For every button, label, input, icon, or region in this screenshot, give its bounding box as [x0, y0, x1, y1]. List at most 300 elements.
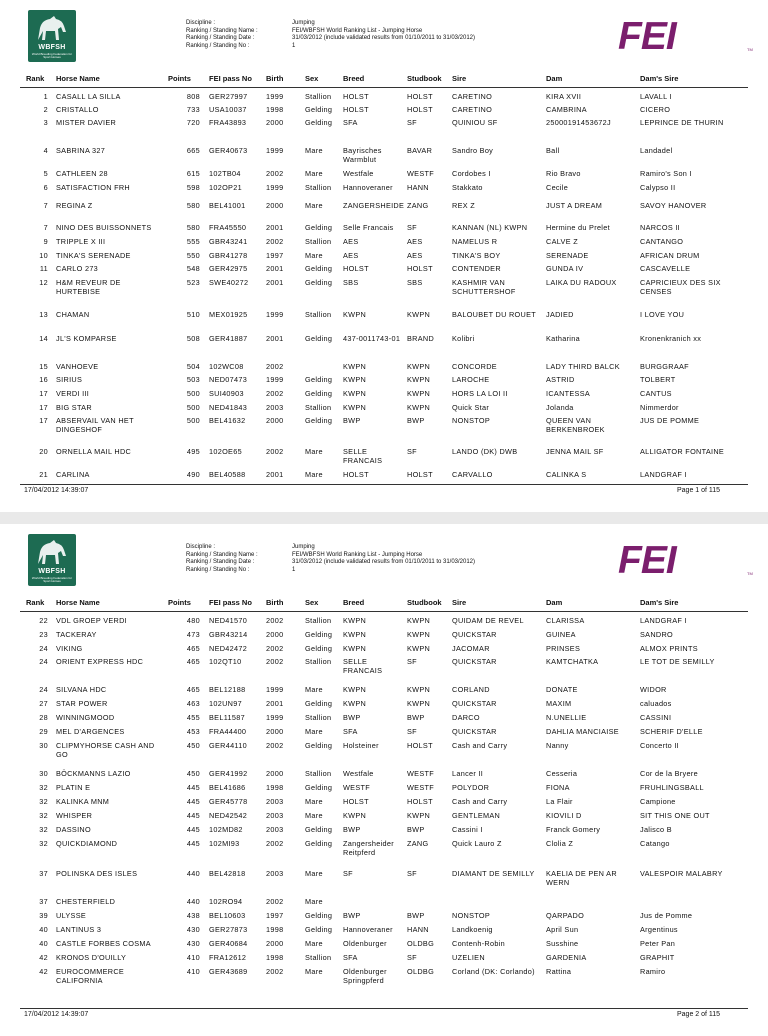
cell-horse-name: NINO DES BUISSONNETS: [56, 223, 152, 232]
cell-sex: Mare: [305, 201, 323, 210]
cell-points: 550: [186, 251, 200, 260]
cell-sire: REX Z: [452, 201, 475, 210]
cell-rank: 1: [43, 92, 48, 101]
cell-points: 440: [186, 897, 200, 906]
cell-breed: Holsteiner: [343, 741, 379, 750]
cell-dam: QUEEN VAN BERKENBROEK: [546, 416, 605, 434]
cell-sire: KANNAN (NL) KWPN: [452, 223, 528, 232]
cell-points: 410: [186, 967, 200, 976]
cell-rank: 12: [39, 278, 48, 287]
cell-fei-pass-no: BEL12188: [209, 685, 246, 694]
cell-sire: DIAMANT DE SEMILLY: [452, 869, 535, 878]
cell-studbook: BAVAR: [407, 146, 433, 155]
cell-horse-name: SABRINA 327: [56, 146, 106, 155]
col-sex-header: Sex: [305, 598, 319, 607]
cell-sire: Cash and Carry: [452, 797, 508, 806]
horse-icon: [34, 14, 70, 42]
cell-birth: 2002: [266, 741, 284, 750]
cell-points: 615: [186, 169, 200, 178]
cell-sire: KASHMIR VAN SCHUTTERSHOF: [452, 278, 516, 296]
cell-breed: HOLST: [343, 264, 369, 273]
cell-sire: Landkoenig: [452, 925, 493, 934]
cell-birth: 2000: [266, 769, 284, 778]
cell-horse-name: VIKING: [56, 644, 83, 653]
cell-dam: Nanny: [546, 741, 569, 750]
col-damsire-header: Dam's Sire: [640, 74, 679, 83]
cell-breed: KWPN: [343, 362, 367, 371]
cell-sex: Mare: [305, 470, 323, 479]
footer-date: 17/04/2012 14:39:07: [24, 487, 89, 494]
logo-text: WBFSH: [38, 568, 66, 575]
cell-studbook: KWPN: [407, 644, 431, 653]
cell-sire: CONCORDE: [452, 362, 497, 371]
cell-sex: Mare: [305, 685, 323, 694]
cell-fei-pass-no: FRA43893: [209, 118, 247, 127]
cell-breed: BWP: [343, 911, 361, 920]
cell-studbook: KWPN: [407, 811, 431, 820]
cell-dams-sire: Landadel: [640, 146, 673, 155]
cell-points: 555: [186, 237, 200, 246]
col-rank-header: Rank: [26, 74, 45, 83]
cell-dam: CALVE Z: [546, 237, 578, 246]
logo-text: WBFSH: [38, 44, 66, 51]
cell-breed: HOLST: [343, 470, 369, 479]
cell-fei-pass-no: BEL42818: [209, 869, 246, 878]
cell-rank: 32: [39, 839, 48, 848]
cell-horse-name: CHAMAN: [56, 310, 90, 319]
cell-sex: Gelding: [305, 741, 333, 750]
cell-sire: Cassini I: [452, 825, 483, 834]
cell-dams-sire: SANDRO: [640, 630, 674, 639]
cell-birth: 2000: [266, 118, 284, 127]
cell-fei-pass-no: GER45778: [209, 797, 248, 806]
cell-dam: CALINKA S: [546, 470, 587, 479]
cell-horse-name: H&M REVEUR DE HURTEBISE: [56, 278, 121, 296]
cell-birth: 2001: [266, 334, 284, 343]
cell-sex: Gelding: [305, 278, 333, 287]
cell-fei-pass-no: GER41887: [209, 334, 248, 343]
cell-dams-sire: CANTUS: [640, 389, 672, 398]
cell-points: 410: [186, 953, 200, 962]
cell-dams-sire: LANDGRAF I: [640, 616, 687, 625]
cell-dams-sire: ALLIGATOR FONTAINE: [640, 447, 725, 456]
cell-sex: Mare: [305, 169, 323, 178]
cell-fei-pass-no: 102OE65: [209, 447, 242, 456]
cell-dam: KIOVILI D: [546, 811, 582, 820]
cell-studbook: HOLST: [407, 741, 433, 750]
cell-dam: DONATE: [546, 685, 578, 694]
cell-fei-pass-no: GBR43214: [209, 630, 248, 639]
cell-studbook: AES: [407, 251, 423, 260]
cell-birth: 2003: [266, 825, 284, 834]
cell-dam: 25000191453672J: [546, 118, 611, 127]
cell-sire: CONTENDER: [452, 264, 501, 273]
cell-breed: AES: [343, 251, 359, 260]
cell-studbook: KWPN: [407, 685, 431, 694]
cell-fei-pass-no: BEL41001: [209, 201, 246, 210]
cell-sex: Mare: [305, 869, 323, 878]
cell-points: 500: [186, 416, 200, 425]
cell-birth: 2002: [266, 839, 284, 848]
cell-points: 510: [186, 310, 200, 319]
cell-sex: Stallion: [305, 657, 332, 666]
cell-breed: Selle Francais: [343, 223, 394, 232]
cell-sex: Stallion: [305, 403, 332, 412]
cell-fei-pass-no: GER42975: [209, 264, 248, 273]
cell-dam: QARPADO: [546, 911, 585, 920]
cell-breed: KWPN: [343, 699, 367, 708]
cell-sex: Gelding: [305, 223, 333, 232]
cell-rank: 37: [39, 897, 48, 906]
cell-studbook: WESTF: [407, 783, 435, 792]
cell-sire: Corland (DK: Corlando): [452, 967, 535, 976]
cell-sex: Gelding: [305, 911, 333, 920]
cell-points: 720: [186, 118, 200, 127]
cell-dams-sire: Catango: [640, 839, 670, 848]
cell-horse-name: BÖCKMANNS LAZIO: [56, 769, 131, 778]
cell-horse-name: ULYSSE: [56, 911, 87, 920]
cell-rank: 42: [39, 967, 48, 976]
cell-fei-pass-no: 102MI93: [209, 839, 240, 848]
cell-sire: Sandro Boy: [452, 146, 494, 155]
cell-studbook: BWP: [407, 825, 425, 834]
cell-birth: 2001: [266, 699, 284, 708]
cell-sex: Gelding: [305, 925, 333, 934]
cell-dams-sire: VALESPOIR MALABRY: [640, 869, 723, 878]
cell-horse-name: CHESTERFIELD: [56, 897, 116, 906]
cell-dam: MAXIM: [546, 699, 572, 708]
cell-studbook: OLDBG: [407, 967, 435, 976]
header-divider: [20, 87, 748, 88]
cell-breed: Hannoveraner: [343, 925, 393, 934]
cell-points: 450: [186, 741, 200, 750]
cell-horse-name: KRONOS D'OUILLY: [56, 953, 127, 962]
cell-rank: 14: [39, 334, 48, 343]
cell-sire: CORLAND: [452, 685, 490, 694]
cell-studbook: BWP: [407, 416, 425, 425]
cell-dam: Rio Bravo: [546, 169, 581, 178]
cell-fei-pass-no: 102MD82: [209, 825, 243, 834]
cell-dams-sire: Jalisco B: [640, 825, 672, 834]
cell-sire: NONSTOP: [452, 911, 491, 920]
cell-breed: KWPN: [343, 616, 367, 625]
col-studbook-header: Studbook: [407, 74, 442, 83]
col-points-header: Points: [168, 74, 191, 83]
cell-points: 445: [186, 783, 200, 792]
cell-sex: Mare: [305, 897, 323, 906]
cell-rank: 32: [39, 783, 48, 792]
cell-sex: Stallion: [305, 953, 332, 962]
cell-rank: 28: [39, 713, 48, 722]
cell-dams-sire: SAVOY HANOVER: [640, 201, 707, 210]
cell-dams-sire: Argentinus: [640, 925, 678, 934]
cell-points: 445: [186, 839, 200, 848]
col-points-header: Points: [168, 598, 191, 607]
cell-sire: LANDO (DK) DWB: [452, 447, 518, 456]
cell-studbook: HOLST: [407, 470, 433, 479]
cell-rank: 20: [39, 447, 48, 456]
col-name-header: Horse Name: [56, 598, 100, 607]
cell-dam: FIONA: [546, 783, 570, 792]
cell-sire: Contenh-Robin: [452, 939, 505, 948]
cell-birth: 1997: [266, 251, 284, 260]
cell-sex: Gelding: [305, 105, 333, 114]
cell-horse-name: ORNELLA MAIL HDC: [56, 447, 132, 456]
cell-dam: SERENADE: [546, 251, 589, 260]
cell-points: 430: [186, 939, 200, 948]
cell-studbook: BWP: [407, 911, 425, 920]
cell-studbook: WESTF: [407, 769, 435, 778]
cell-studbook: SF: [407, 727, 417, 736]
cell-sex: Mare: [305, 447, 323, 456]
cell-sire: LAROCHE: [452, 375, 490, 384]
cell-sex: Stallion: [305, 237, 332, 246]
cell-horse-name: LANTINUS 3: [56, 925, 102, 934]
cell-fei-pass-no: NED42542: [209, 811, 248, 820]
cell-sire: QUICKSTAR: [452, 699, 497, 708]
cell-breed: BWP: [343, 416, 361, 425]
cell-horse-name: POLINSKA DES ISLES: [56, 869, 138, 878]
cell-horse-name: WHISPER: [56, 811, 93, 820]
col-name-header: Horse Name: [56, 74, 100, 83]
cell-dam: ASTRID: [546, 375, 575, 384]
cell-fei-pass-no: FRA44400: [209, 727, 247, 736]
cell-sire: QUICKSTAR: [452, 630, 497, 639]
cell-studbook: SF: [407, 869, 417, 878]
cell-birth: 2001: [266, 470, 284, 479]
cell-breed: AES: [343, 237, 359, 246]
cell-dams-sire: SCHERIF D'ELLE: [640, 727, 703, 736]
cell-points: 500: [186, 403, 200, 412]
cell-fei-pass-no: BEL41686: [209, 783, 246, 792]
cell-dams-sire: FRUHLINGSBALL: [640, 783, 704, 792]
cell-fei-pass-no: GER41992: [209, 769, 248, 778]
cell-sire: TINKA'S BOY: [452, 251, 501, 260]
col-rank-header: Rank: [26, 598, 45, 607]
cell-points: 504: [186, 362, 200, 371]
cell-rank: 10: [39, 251, 48, 260]
footer-page-number: Page 2 of 115: [677, 1011, 721, 1018]
col-studbook-header: Studbook: [407, 598, 442, 607]
cell-fei-pass-no: 102WC08: [209, 362, 244, 371]
cell-dam: Jolanda: [546, 403, 574, 412]
cell-horse-name: ORIENT EXPRESS HDC: [56, 657, 144, 666]
cell-sex: Stallion: [305, 616, 332, 625]
cell-fei-pass-no: SWE40272: [209, 278, 249, 287]
cell-points: 580: [186, 201, 200, 210]
cell-studbook: HANN: [407, 925, 429, 934]
report-page-2: WBFSH World Breeding Federation for Sport Horses Discipline : Jumping Ranking / Standing Name : FEI/WBFSH World Ranking List - Jumping Horse Ranking / Standing Date : 31/03/2012 (include validated results from 01/10/2011 to 31/03/2012) Ranking / Standing No : 1 FEI TM Rank Horse Name Points FEI pass No Birth Sex Breed Studbook Sire Dam Dam's Sire 22 VDL GROEP VERDI 480 NED41570 2002 Stallion KWPN KWPN QUIDAM DE REVEL CLARISSA LANDGRAF I 23 TACKERAY 473 GBR43214 2000 Gelding KWPN KWPN QUICKSTAR GUINEA SANDRO 24 VIKING 465 NED42472 2002 Gelding KWPN KWPN JACOMAR PRINSES ALMOX PRINTS 24 ORIENT EXPRESS HDC 465 102QT10 2002 Stallion SELLE FRANCAIS SF QUICKSTAR KAMTCHATKA LE TOT DE SEMILLY 24 SILVANA HDC 465 BEL12188 1999 Mare KWPN KWPN CORLAND DONATE WIDOR 27 STAR POWER 463 102UN97 2001 Gelding KWPN KWPN QUICKSTAR MAXIM caluados 28 WINNINGMOOD 455 BEL11587 1999 Stallion BWP BWP DARCO N.UNELLIE CASSINI 29 MEL D'ARGENCES 453 FRA44400 2000 Mare SFA SF QUICKSTAR DAHLIA MANCIAISE SCHERIF D'ELLE 30 CLIPMYHORSE CASH AND GO 450 GER44110 2002 Gelding Holsteiner HOLST Cash and Carry Nanny Concerto II 30 BÖCKMANNS LAZIO 450 GER41992 2000 Stallion Westfale WESTF Lancer II Cesseria Cor de la Bryere 32 PLATIN E 445 BEL41686 1998 Gelding WESTF WESTF POLYDOR FIONA FRUHLINGSBALL 32 KALINKA MNM 445 GER45778 2003 Mare HOLST HOLST Cash and Carry La Flair Campione 32 WHISPER 445 NED42542 2003 Mare KWPN KWPN GENTLEMAN KIOVILI D SIT THIS ONE OUT 32 DASSINO 445 102MD82 2003 Gelding BWP BWP Cassini I Franck Gomery Jalisco B 32 QUICKDIAMOND 445 102MI93 2002 Gelding Zangersheider Reitpferd ZANG Quick Lauro Z Clolia Z Catango 37 POLINSKA DES ISLES 440 BEL42818 2003 Mare SF SF DIAMANT DE SEMILLY KAELIA DE PEN AR WERN VALESPOIR MALABRY 37 CHESTERFIELD 440 102RO94 2002 Mare 39 ULYSSE 438 BEL10603 1997 Gelding BWP BWP NONSTOP QARPADO Jus de Pomme 40 LANTINUS 3 430 GER27873 1998 Gelding Hannoveraner HANN Landkoenig April Sun Argentinus 40 CASTLE FORBES COSMA 430 GER40684 2000 Mare Oldenburger OLDBG Contenh-Robin Susshine Peter Pan 42 KRONOS D'OUILLY 410 FRA12612 1998 Stallion SFA SF UZELIEN GARDENIA GRAPHIT 42 EUROCOMMERCE CALIFORNIA 410 GER43689 2002 Mare Oldenburger Springpferd OLDBG Corland (DK: Corlando) Rattina Ramiro 17/04/2012 14:39:07 Page 2 of 115: [0, 524, 768, 1036]
cell-birth: 2000: [266, 201, 284, 210]
cell-points: 463: [186, 699, 200, 708]
report-page-1: WBFSH World Breeding Federation for Sport Horses Discipline : Jumping Ranking / Standing Name : FEI/WBFSH World Ranking List - Jumping Horse Ranking / Standing Date : 31/03/2012 (include validated results from 01/10/2011 to 31/03/2012) Ranking / Standing No : 1 FEI TM Rank Horse Name Points FEI pass No Birth Sex Breed Studbook Sire Dam Dam's Sire 1 CASALL LA SILLA 808 GER27997 1999 Stallion HOLST HOLST CARETINO KIRA XVII LAVALL I 2 CRISTALLO 733 USA10037 1998 Gelding HOLST HOLST CARETINO CAMBRINA CICERO 3 MISTER DAVIER 720 FRA43893 2000 Gelding SFA SF QUINIOU SF 25000191453672J LEPRINCE DE THURIN 4 SABRINA 327 665 GER40673 1999 Mare Bayrisches Warmblut BAVAR Sandro Boy Ball Landadel 5 CATHLEEN 28 615 102TB04 2002 Mare Westfale WESTF Cordobes I Rio Bravo Ramiro's Son I 6 SATISFACTION FRH 598 102OP21 1999 Stallion Hannoveraner HANN Stakkato Cecile Calypso II 7 REGINA Z 580 BEL41001 2000 Mare ZANGERSHEIDE ZANG REX Z JUST A DREAM SAVOY HANOVER 7 NINO DES BUISSONNETS 580 FRA45550 2001 Gelding Selle Francais SF KANNAN (NL) KWPN Hermine du Prelet NARCOS II 9 TRIPPLE X III 555 GBR43241 2002 Stallion AES AES NAMELUS R CALVE Z CANTANGO 10 TINKA'S SERENADE 550 GBR41278 1997 Mare AES AES TINKA'S BOY SERENADE AFRICAN DRUM 11 CARLO 273 548 GER42975 2001 Gelding HOLST HOLST CONTENDER GUNDA IV CASCAVELLE 12 H&M REVEUR DE HURTEBISE 523 SWE40272 2001 Gelding SBS SBS KASHMIR VAN SCHUTTERSHOF LAIKA DU RADOUX CAPRICIEUX DES SIX CENSES 13 CHAMAN 510 MEX01925 1999 Stallion KWPN KWPN BALOUBET DU ROUET JADIED I LOVE YOU 14 JL'S KOMPARSE 508 GER41887 2001 Gelding 437-0011743-01 BRAND Kolibri Katharina Kronenkranich xx 15 VANHOEVE 504 102WC08 2002 KWPN KWPN CONCORDE LADY THIRD BALCK BURGGRAAF 16 SIRIUS 503 NED07473 1999 Gelding KWPN KWPN LAROCHE ASTRID TOLBERT 17 VERDI III 500 SUI40903 2002 Gelding KWPN KWPN HORS LA LOI II ICANTESSA CANTUS 17 BIG STAR 500 NED41843 2003 Stallion KWPN KWPN Quick Star Jolanda Nimmerdor 17 ABSERVAIL VAN HET DINGESHOF 500 BEL41632 2000 Gelding BWP BWP NONSTOP QUEEN VAN BERKENBROEK JUS DE POMME 20 ORNELLA MAIL HDC 495 102OE65 2002 Mare SELLE FRANCAIS SF LANDO (DK) DWB JENNA MAIL SF ALLIGATOR FONTAINE 21 CARLINA 490 BEL40588 2001 Mare HOLST HOLST CARVALLO CALINKA S LANDGRAF I 17/04/2012 14:39:07 Page 1 of 115: [0, 0, 768, 512]
cell-sire: UZELIEN: [452, 953, 485, 962]
cell-fei-pass-no: USA10037: [209, 105, 247, 114]
cell-horse-name: WINNINGMOOD: [56, 713, 115, 722]
cell-dams-sire: LEPRINCE DE THURIN: [640, 118, 724, 127]
cell-breed: SBS: [343, 278, 359, 287]
cell-horse-name: CARLINA: [56, 470, 90, 479]
col-sex-header: Sex: [305, 74, 319, 83]
cell-rank: 32: [39, 797, 48, 806]
cell-fei-pass-no: FRA45550: [209, 223, 247, 232]
cell-horse-name: MISTER DAVIER: [56, 118, 117, 127]
cell-rank: 17: [39, 403, 48, 412]
cell-rank: 22: [39, 616, 48, 625]
cell-rank: 24: [39, 685, 48, 694]
cell-breed: HOLST: [343, 797, 369, 806]
cell-breed: KWPN: [343, 685, 367, 694]
cell-sire: NAMELUS R: [452, 237, 498, 246]
cell-breed: SELLE FRANCAIS: [343, 447, 383, 465]
cell-dam: Rattina: [546, 967, 572, 976]
cell-sex: Gelding: [305, 839, 333, 848]
cell-studbook: KWPN: [407, 310, 431, 319]
cell-birth: 2001: [266, 278, 284, 287]
cell-breed: SFA: [343, 953, 358, 962]
cell-studbook: KWPN: [407, 389, 431, 398]
cell-horse-name: QUICKDIAMOND: [56, 839, 118, 848]
cell-points: 500: [186, 389, 200, 398]
cell-points: 580: [186, 223, 200, 232]
cell-studbook: HOLST: [407, 105, 433, 114]
cell-fei-pass-no: GER40673: [209, 146, 248, 155]
col-birth-header: Birth: [266, 598, 284, 607]
cell-horse-name: TRIPPLE X III: [56, 237, 106, 246]
cell-dam: JUST A DREAM: [546, 201, 603, 210]
cell-rank: 16: [39, 375, 48, 384]
cell-birth: 1999: [266, 685, 284, 694]
cell-sex: Gelding: [305, 375, 333, 384]
cell-breed: HOLST: [343, 105, 369, 114]
cell-studbook: HOLST: [407, 264, 433, 273]
header-divider: [20, 611, 748, 612]
cell-rank: 7: [43, 223, 48, 232]
cell-sire: Lancer II: [452, 769, 484, 778]
cell-birth: 2003: [266, 869, 284, 878]
cell-birth: 2000: [266, 727, 284, 736]
cell-studbook: HANN: [407, 183, 429, 192]
cell-dams-sire: CASSINI: [640, 713, 672, 722]
cell-birth: 2002: [266, 169, 284, 178]
cell-studbook: SF: [407, 447, 417, 456]
cell-dam: LADY THIRD BALCK: [546, 362, 620, 371]
cell-sire: QUIDAM DE REVEL: [452, 616, 524, 625]
cell-studbook: SF: [407, 118, 417, 127]
cell-rank: 40: [39, 925, 48, 934]
cell-sire: Quick Lauro Z: [452, 839, 502, 848]
logo-subtitle: World Breeding Federation for Sport Horses: [31, 52, 73, 59]
cell-fei-pass-no: 102RO94: [209, 897, 243, 906]
cell-breed: ZANGERSHEIDE: [343, 201, 405, 210]
cell-horse-name: KALINKA MNM: [56, 797, 110, 806]
cell-studbook: KWPN: [407, 630, 431, 639]
cell-horse-name: SILVANA HDC: [56, 685, 107, 694]
cell-horse-name: REGINA Z: [56, 201, 93, 210]
cell-points: 450: [186, 769, 200, 778]
cell-sex: Gelding: [305, 825, 333, 834]
cell-sex: Gelding: [305, 630, 333, 639]
cell-birth: 2003: [266, 403, 284, 412]
cell-sire: CARETINO: [452, 105, 493, 114]
cell-horse-name: CASALL LA SILLA: [56, 92, 121, 101]
cell-fei-pass-no: GER44110: [209, 741, 247, 750]
cell-dams-sire: I LOVE YOU: [640, 310, 685, 319]
cell-dams-sire: Peter Pan: [640, 939, 676, 948]
cell-horse-name: CASTLE FORBES COSMA: [56, 939, 151, 948]
cell-dams-sire: CASCAVELLE: [640, 264, 691, 273]
cell-dams-sire: CICERO: [640, 105, 671, 114]
cell-birth: 1998: [266, 783, 284, 792]
cell-points: 548: [186, 264, 200, 273]
cell-points: 733: [186, 105, 200, 114]
logo-subtitle: World Breeding Federation for Sport Horses: [31, 576, 73, 583]
cell-dams-sire: AFRICAN DRUM: [640, 251, 700, 260]
cell-breed: Zangersheider Reitpferd: [343, 839, 394, 857]
cell-fei-pass-no: NED42472: [209, 644, 248, 653]
cell-dam: KAMTCHATKA: [546, 657, 599, 666]
cell-rank: 7: [43, 201, 48, 210]
cell-sire: CARVALLO: [452, 470, 493, 479]
cell-breed: WESTF: [343, 783, 371, 792]
cell-dams-sire: LE TOT DE SEMILLY: [640, 657, 715, 666]
cell-sex: Stallion: [305, 183, 332, 192]
cell-birth: 1999: [266, 92, 284, 101]
cell-sex: Stallion: [305, 310, 332, 319]
cell-studbook: WESTF: [407, 169, 435, 178]
cell-sex: Gelding: [305, 389, 333, 398]
cell-horse-name: BIG STAR: [56, 403, 92, 412]
cell-horse-name: PLATIN E: [56, 783, 91, 792]
cell-breed: SF: [343, 869, 353, 878]
cell-breed: BWP: [343, 825, 361, 834]
cell-studbook: ZANG: [407, 201, 429, 210]
cell-fei-pass-no: SUI40903: [209, 389, 244, 398]
cell-fei-pass-no: 102UN97: [209, 699, 242, 708]
cell-horse-name: EUROCOMMERCE CALIFORNIA: [56, 967, 125, 985]
cell-sire: Kolibri: [452, 334, 475, 343]
cell-points: 445: [186, 797, 200, 806]
cell-dams-sire: CAPRICIEUX DES SIX CENSES: [640, 278, 721, 296]
cell-dams-sire: LANDGRAF I: [640, 470, 687, 479]
cell-sex: Gelding: [305, 264, 333, 273]
col-dam-header: Dam: [546, 598, 563, 607]
cell-sex: Gelding: [305, 118, 333, 127]
cell-birth: 1998: [266, 925, 284, 934]
cell-dam: JADIED: [546, 310, 574, 319]
cell-dams-sire: Nimmerdor: [640, 403, 679, 412]
cell-points: 598: [186, 183, 200, 192]
cell-dams-sire: WIDOR: [640, 685, 667, 694]
cell-birth: 1999: [266, 375, 284, 384]
cell-fei-pass-no: MEX01925: [209, 310, 248, 319]
cell-horse-name: TACKERAY: [56, 630, 97, 639]
cell-fei-pass-no: BEL11587: [209, 713, 245, 722]
cell-birth: 1999: [266, 310, 284, 319]
cell-points: 490: [186, 470, 200, 479]
cell-dam: KAELIA DE PEN AR WERN: [546, 869, 617, 887]
cell-rank: 27: [39, 699, 48, 708]
cell-studbook: SBS: [407, 278, 423, 287]
cell-horse-name: JL'S KOMPARSE: [56, 334, 117, 343]
cell-dam: GUINEA: [546, 630, 576, 639]
footer-page-number: Page 1 of 115: [677, 487, 721, 494]
cell-points: 473: [186, 630, 200, 639]
wbfsh-logo: [28, 10, 76, 62]
cell-dam: KIRA XVII: [546, 92, 582, 101]
cell-sire: GENTLEMAN: [452, 811, 501, 820]
cell-studbook: BWP: [407, 713, 425, 722]
